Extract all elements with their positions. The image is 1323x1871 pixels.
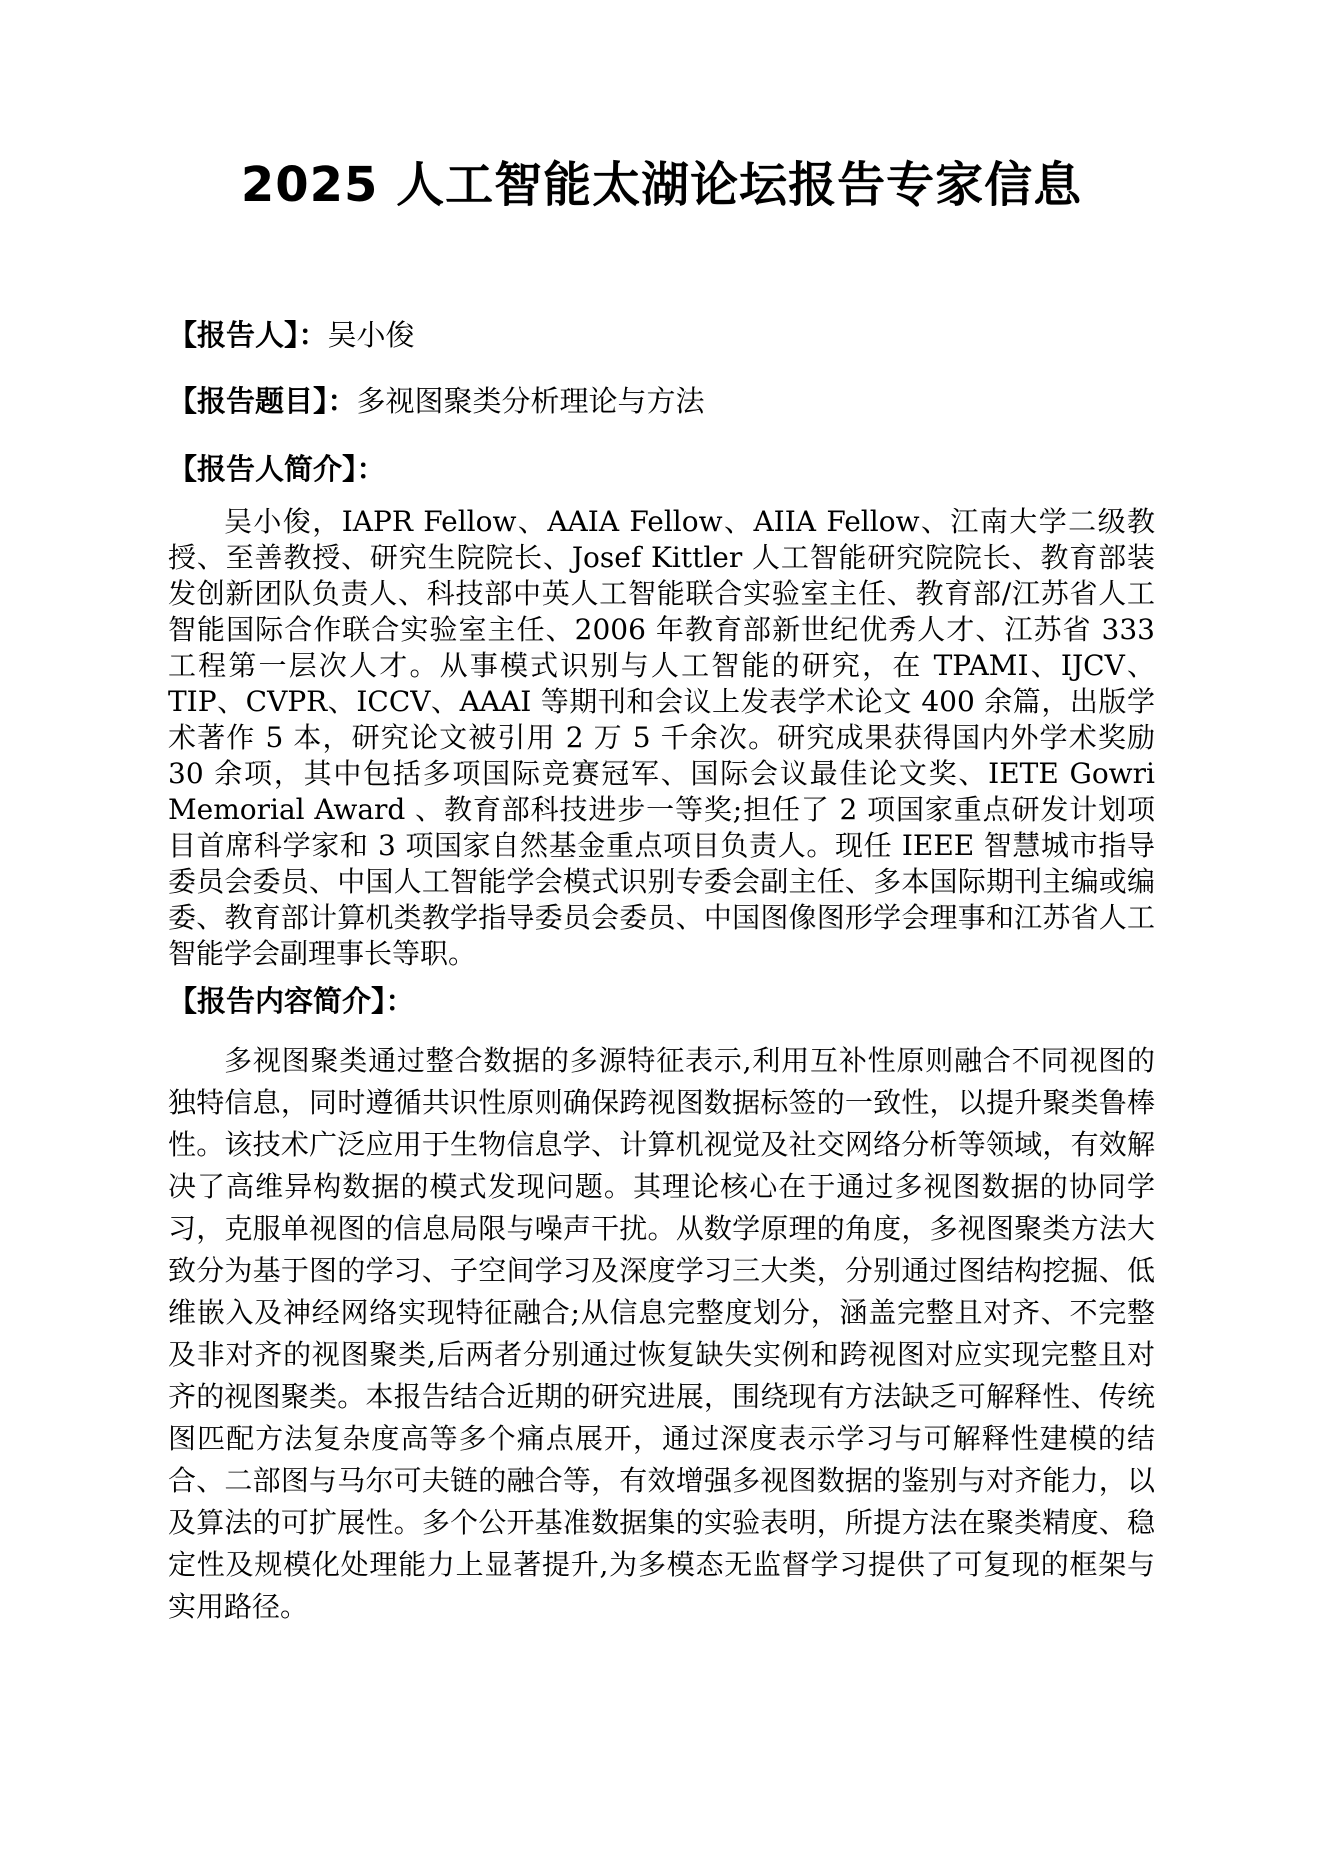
field-speaker [168,314,1155,356]
field-topic-value: 多视图聚类分析理论与方法 [356,384,705,418]
field-speaker-label: 【报告人】： [168,318,328,352]
document-title: 2025 人工智能太湖论坛报告专家信息 [240,157,1083,213]
section-abstract-paragraph: 多视图聚类通过整合数据的多源特征表示,利用互补性原则融合不同视图的独特信息，同时遵循共识性原则确保跨视图数据标签的一致性，以提升聚类鲁棒性。该技术广泛应用于生物信息学、计算机视觉及社交网络分析等领域，有效解决了高维异构数据的模式发现问题。其理论核心在于通过多视图数据的协同学习，克服单视图的信息局限与噪声干扰。从数学原理的角度，多视图聚类方法大致分为基于图的学习、子空间学习及深度学习三大类，分别通过图结构挖掘、低维嵌入及神经网络实现特征融合;从信息完整度划分，涵盖完整且对齐、不完整及非对齐的视图聚类,后两者分别通过恢复缺失实例和跨视图对应实现完整且对齐的视图聚类。本报告结合近期的研究进展，围绕现有方法缺乏可解释性、传统图匹配方法复杂度高等多个痛点展开，通过深度表示学习与可解释性建模的结合、二部图与马尔可夫链的融合等，有效增强多视图数据的鉴别与对齐能力，以及算法的可扩展性。多个公开基准数据集的实验表明，所提方法在聚类精度、稳定性及规模化处理能力上显著提升,为多模态无监督学习提供了可复现的框架与实用路径。 [168,1044,1155,1623]
field-topic-label: 【报告题目】： [168,384,357,418]
field-topic [168,380,1155,422]
field-speaker-value: 吴小俊 [327,318,415,352]
section-abstract-heading: 【报告内容简介】： [168,984,415,1018]
section-bio-heading: 【报告人简介】： [168,452,386,486]
section-bio-paragraph: 吴小俊，IAPR Fellow、AAIA Fellow、AIIA Fellow、江南大学二级教授、至善教授、研究生院院长、Josef Kittler 人工智能研究院院长、教育部装发创新团队负责人、科技部中英人工智能联合实验室主任、教育部/江苏省人工智能国际合作联合实验室主任、2006 年教育部新世纪优秀人才、江苏省 333 工程第一层次人才。从事模式识别与人工智能的研究，在 TPAMI、IJCV、TIP、CVPR、ICCV、AAAI 等期刊和会议上发表学术论文 400 余篇，出版学术著作 5 本，研究论文被引用 2 万 5 千余次。研究成果获得国内外学术奖励 30 余项，其中包括多项国际竞赛冠军、国际会议最佳论文奖、IETE Gowri Memorial Award 、教育部科技进步一等奖;担任了 2 项国家重点研发计划项目首席科学家和 3 项国家自然基金重点项目负责人。现任 IEEE 智慧城市指导委员会委员、中国人工智能学会模式识别专委会副主任、多本国际期刊主编或编委、教育部计算机类教学指导委员会委员、中国图像图形学会理事和江苏省人工智能学会副理事长等职。 [168,505,1155,970]
